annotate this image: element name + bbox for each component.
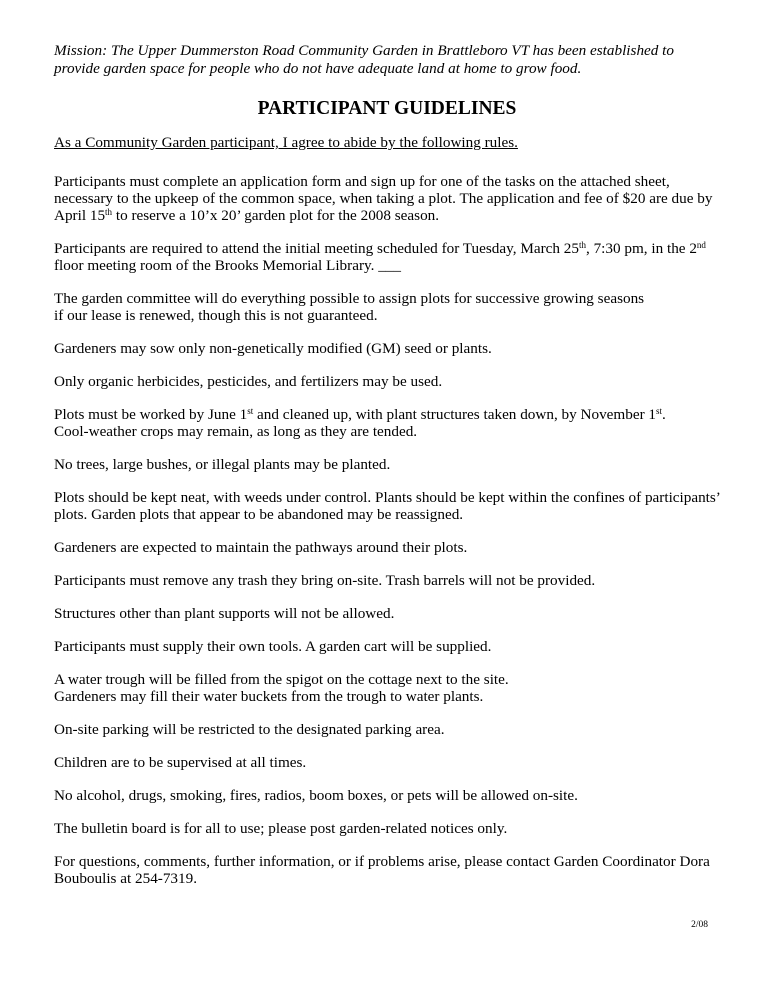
rule-organic-only: Only organic herbicides, pesticides, and fertilizers may be used. bbox=[54, 373, 443, 390]
rule-plot-dates bbox=[54, 406, 720, 440]
rule-text: . bbox=[662, 406, 666, 423]
rule-plots-neat: Plots should be kept neat, with weeds under control. Plants should be kept within the confines of participants’ plots. Garden plots that appear to be abandoned may be reassigned. bbox=[54, 489, 720, 523]
rule-initial-meeting bbox=[54, 240, 720, 274]
rule-line: Cool-weather crops may remain, as long as they are tended. bbox=[54, 423, 418, 440]
rule-text: to reserve a 10’x 20’ garden plot for the 2008 season. bbox=[112, 207, 440, 224]
ordinal-suffix: st bbox=[247, 406, 254, 417]
rule-text: Participants must complete an application form and sign up for one of the tasks on the attached sheet, necessary to the upkeep of the common space, when taking a plot. The application and fee of $20 are due by April 15 bbox=[54, 173, 713, 224]
page-title: PARTICIPANT GUIDELINES bbox=[257, 98, 517, 119]
ordinal-suffix: nd bbox=[696, 240, 706, 251]
rule-tools: Participants must supply their own tools. A garden cart will be supplied. bbox=[54, 638, 492, 655]
intro-statement: As a Community Garden participant, I agree to abide by the following rules. bbox=[54, 134, 518, 151]
rule-trash: Participants must remove any trash they bring on-site. Trash barrels will not be provided. bbox=[54, 572, 596, 589]
rule-children: Children are to be supervised at all times. bbox=[54, 754, 307, 771]
rule-bulletin-board: The bulletin board is for all to use; please post garden-related notices only. bbox=[54, 820, 508, 837]
rule-pathways: Gardeners are expected to maintain the pathways around their plots. bbox=[54, 539, 468, 556]
rule-water-trough bbox=[54, 671, 720, 705]
rule-structures: Structures other than plant supports will not be allowed. bbox=[54, 605, 395, 622]
rule-line bbox=[54, 406, 720, 423]
mission-statement: Mission: The Upper Dummerston Road Community Garden in Brattleboro VT has been established to provide garden space for people who do not have adequate land at home to grow food. bbox=[54, 42, 674, 77]
revision-date: 2/08 bbox=[691, 920, 708, 930]
rule-line: if our lease is renewed, though this is not guaranteed. bbox=[54, 307, 378, 324]
rule-line: The garden committee will do everything possible to assign plots for successive growing seasons bbox=[54, 290, 645, 307]
rule-parking: On-site parking will be restricted to the designated parking area. bbox=[54, 721, 445, 738]
rule-plot-assignment bbox=[54, 290, 720, 324]
rule-text: Plots must be worked by June 1 bbox=[54, 406, 248, 423]
ordinal-suffix: th bbox=[578, 240, 586, 251]
rule-line: Gardeners may fill their water buckets from the trough to water plants. bbox=[54, 688, 484, 705]
rule-non-gm-seed: Gardeners may sow only non-genetically modified (GM) seed or plants. bbox=[54, 340, 492, 357]
rule-text: and cleaned up, with plant structures taken down, by November 1 bbox=[253, 406, 657, 423]
ordinal-suffix: st bbox=[656, 406, 663, 417]
rule-text: Participants are required to attend the initial meeting scheduled for Tuesday, March 25 bbox=[54, 240, 579, 257]
rule-contact: For questions, comments, further information, or if problems arise, please contact Garden Coordinator Dora Bouboulis at 254-7319. bbox=[54, 853, 710, 887]
rule-application bbox=[54, 173, 720, 224]
rule-text: floor meeting room of the Brooks Memorial Library. ___ bbox=[54, 257, 401, 274]
rule-prohibited-items: No alcohol, drugs, smoking, fires, radios, boom boxes, or pets will be allowed on-site. bbox=[54, 787, 578, 804]
rule-text: , 7:30 pm, in the 2 bbox=[585, 240, 697, 257]
rule-line: A water trough will be filled from the spigot on the cottage next to the site. bbox=[54, 671, 509, 688]
rules-list bbox=[54, 173, 720, 887]
rule-no-trees: No trees, large bushes, or illegal plants may be planted. bbox=[54, 456, 391, 473]
ordinal-suffix: th bbox=[105, 207, 113, 218]
